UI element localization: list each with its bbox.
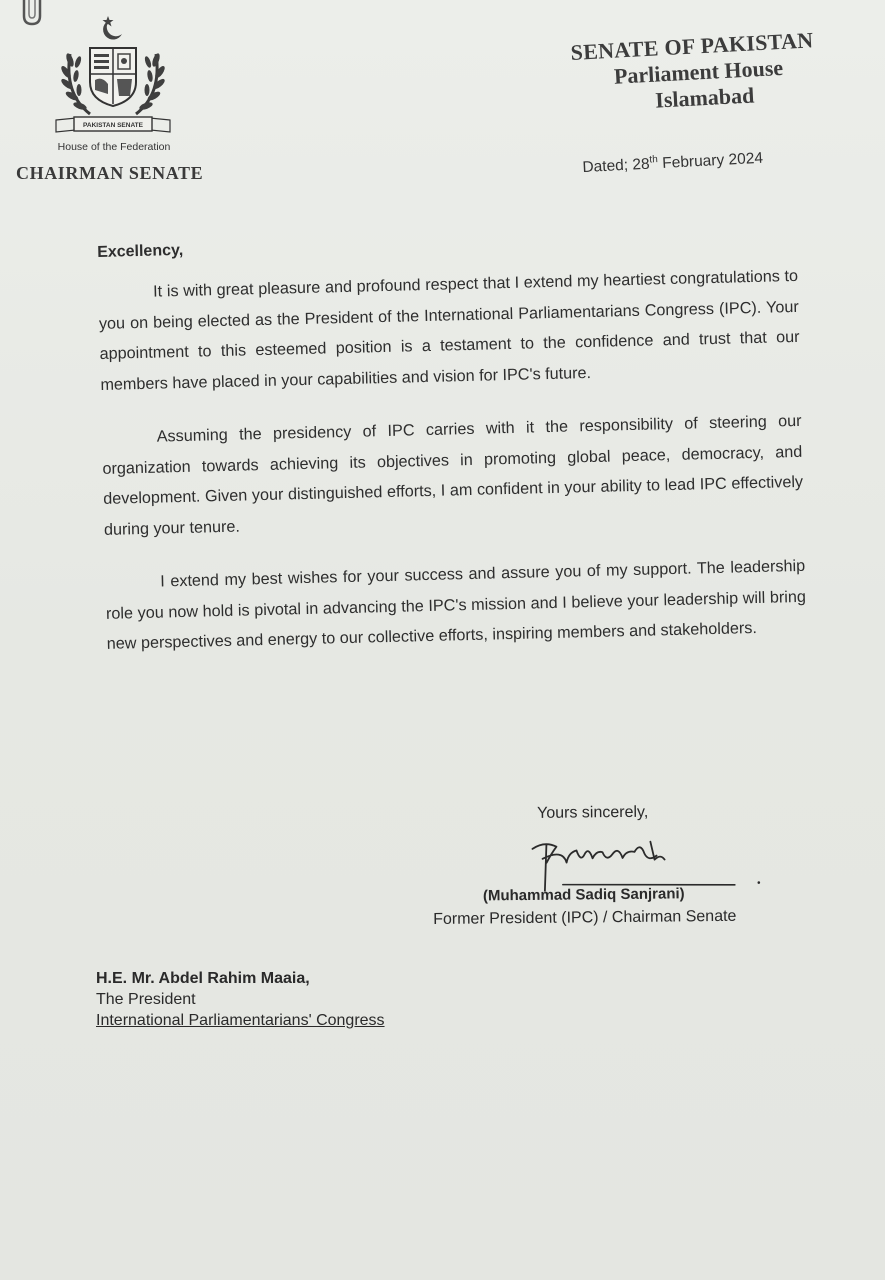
recipient-title: The President [96,991,196,1008]
office-title: CHAIRMAN SENATE [16,163,204,183]
closing: Yours sincerely, [536,803,649,822]
institution-name: SENATE OF PAKISTAN [570,27,814,65]
paperclip-icon [18,0,46,28]
house-of-federation-label: House of the Federation [57,141,171,153]
svg-text:PAKISTAN SENATE: PAKISTAN SENATE [83,122,143,129]
body-paragraph: I extend my best wishes for your success and assure you of my support. The leadership role you now hold is pivotal in advancing the IPC's mission and I believe your leadership will bring new perspectives and energy to our collective efforts, inspiring members and stakeholders. [105,556,807,653]
signature-block [430,802,790,928]
signatory-title: Former President (IPC) / Chairman Senate [433,907,737,928]
recipient-name: H.E. Mr. Abdel Rahim Maaia, [96,970,310,987]
emblem-banner [74,117,152,131]
letterhead-address [570,25,864,118]
salutation: Excellency, [97,241,184,261]
letter-date: Dated; 28th February 2024 [582,149,764,177]
recipient-address [96,968,385,1031]
body-paragraph: Assuming the presidency of IPC carries with it the responsibility of steering our organization towards achieving its objectives in promoting global peace, democracy, and development. Given your distinguished efforts, I am confident in your ability to lead IPC effectively during your tenure. [102,411,804,539]
signatory-name: (Muhammad Sadiq Sanjrani) [482,885,685,905]
city-name: Islamabad [654,82,755,113]
recipient-organization: International Parliamentarians' Congress [96,1012,385,1029]
body-paragraph: It is with great pleasure and profound respect that I extend my heartiest congratulations to you on being elected as the President of the International Parliamentarians Congress (IPC). Your appointment to this esteemed position is a testament to the confidence and trust that our members have placed in your capabilities and vision for IPC's future. [98,266,800,394]
building-name: Parliament House [613,54,784,89]
letter-body [97,227,808,682]
